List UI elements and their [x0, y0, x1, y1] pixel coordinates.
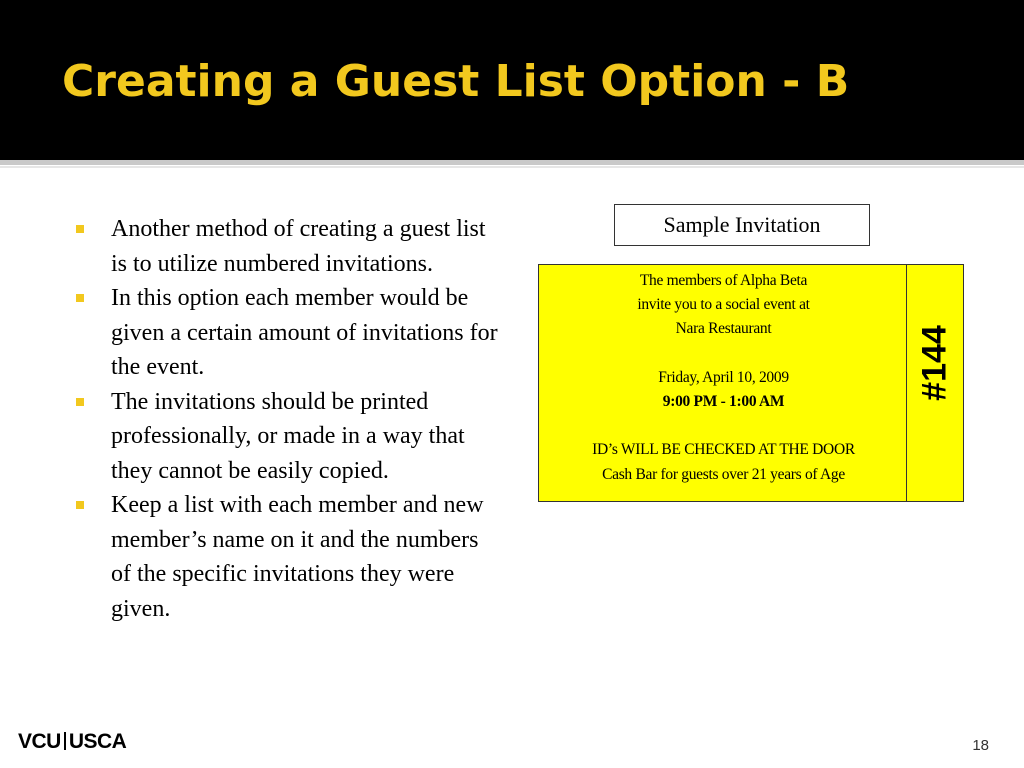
invitation-time: 9:00 PM - 1:00 AM	[662, 393, 785, 410]
bullet-list	[72, 212, 502, 626]
invitation-line: invite you to a social event at	[637, 296, 810, 314]
bullet-item	[72, 385, 502, 489]
bullet-square-icon	[76, 294, 84, 302]
bullet-text: In this option each member would be given a certain amount of invitations for the event.	[111, 285, 498, 380]
bullet-text: The invitations should be printed professionally, or made in a way that they cannot be easily copied.	[111, 388, 465, 484]
bullet-text: Keep a list with each member and new member’s name on it and the numbers of the specific invitations they were given.	[111, 492, 484, 622]
bullet-square-icon	[76, 501, 84, 509]
bullet-square-icon	[76, 398, 84, 406]
invitation-spacer	[539, 342, 908, 366]
bullet-item	[72, 281, 502, 385]
sample-invitation-label: Sample Invitation	[614, 204, 870, 246]
invitation-notice: ID’s WILL BE CHECKED AT THE DOOR	[592, 441, 855, 459]
title-bar	[0, 0, 1024, 160]
slide-title: Creating a Guest List Option - B	[62, 56, 850, 107]
invitation-venue: Nara Restaurant	[675, 320, 772, 338]
bullet-square-icon	[76, 225, 84, 233]
page-number: 18	[972, 737, 989, 754]
invitation-date: Friday, April 10, 2009	[658, 368, 789, 386]
vcu-usca-logo	[18, 730, 126, 754]
invitation-ticket	[538, 264, 964, 502]
invitation-notice: Cash Bar for guests over 21 years of Age	[602, 465, 845, 483]
invitation-body	[539, 265, 908, 501]
bullet-text: Another method of creating a guest list is to utilize numbered invitations.	[111, 216, 486, 277]
ticket-number: #144	[915, 325, 954, 401]
invitation-spacer	[539, 414, 908, 438]
logo-vcu-text: VCU	[18, 730, 61, 753]
title-divider-light	[0, 166, 1024, 168]
title-divider	[0, 160, 1024, 165]
bullet-item	[72, 488, 502, 626]
invitation-line: The members of Alpha Beta	[639, 272, 808, 289]
logo-separator	[64, 732, 66, 750]
ticket-stub	[907, 265, 963, 501]
logo-usca-text: USCA	[68, 730, 127, 753]
bullet-item	[72, 212, 502, 281]
